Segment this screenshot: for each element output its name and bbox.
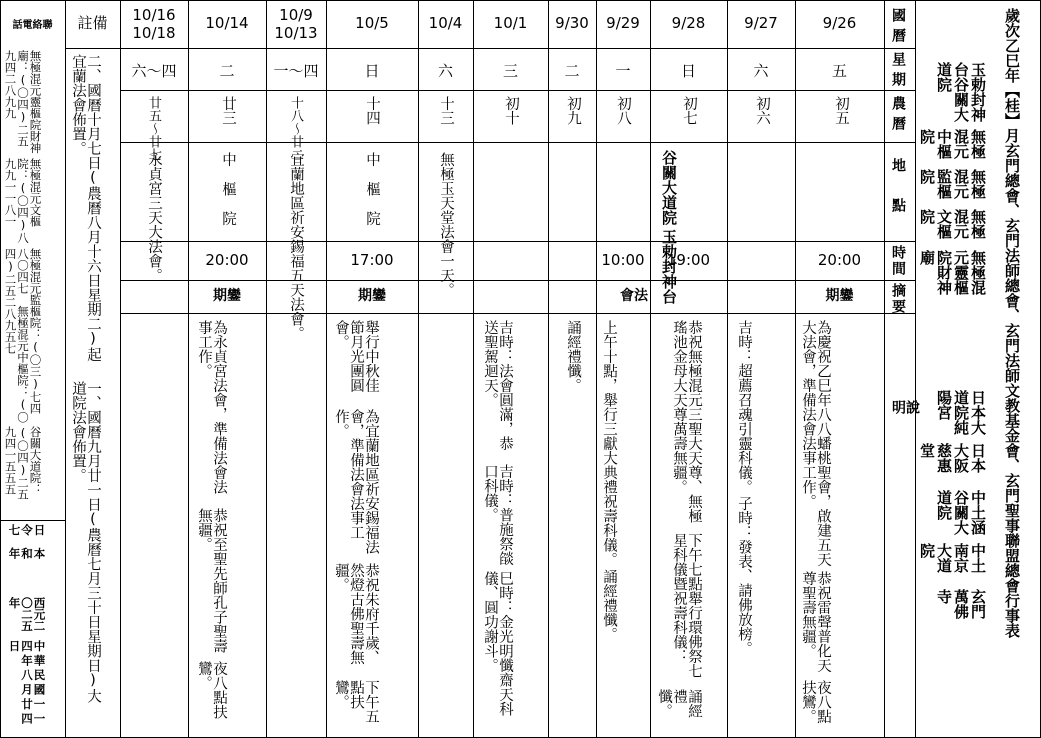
date-cell: 10/4 [428, 14, 463, 32]
place-cell: 宜蘭地區祈安錫福五天法會。 [288, 152, 304, 341]
date-cell: 9/27 [744, 14, 778, 32]
lunar-cell: 十八～廿二 [288, 96, 303, 161]
desc-cell: 誦經禮懺。 [565, 320, 581, 393]
desc-line: 舉行中秋佳節月光團圓會。 [333, 320, 379, 393]
desc-line: 恭祝無極混元三聖大天尊、無極瑤池金母大天尊萬壽無疆。 [671, 320, 702, 523]
issued-date [8, 524, 46, 732]
desc-line: 下午五點扶鸞。 [333, 680, 379, 724]
note-line: 二、國曆十月七日(農曆八月十六日星期二)起宜蘭法會佈置。 [70, 54, 101, 362]
temple-item: 無極混元中樞院 [918, 128, 987, 159]
desc-cell [482, 320, 512, 730]
weekday-cell: 二 [564, 62, 580, 80]
header-time: 時間 [890, 245, 906, 277]
contact-line: 無極混元文樞院：(〇四)八九九一一八一 [3, 157, 43, 244]
lunar-cell: 初七 [681, 96, 697, 125]
temple-list-right [918, 62, 986, 302]
lunar-cell: 初八 [615, 96, 631, 125]
weekday-cell: 六～四 [131, 62, 177, 80]
contacts-body [4, 50, 42, 510]
time-cell: 10:00 [601, 251, 645, 269]
desc-line: 吉時：超薦召魂引靈科儀。 [736, 320, 752, 494]
desc-cell [736, 320, 751, 730]
time-cell: 20:00 [205, 251, 249, 269]
summary-cell: 期鑾 [825, 288, 854, 304]
issued-line: 中華民國一一四年八月廿四日 [7, 640, 47, 728]
header-summary: 摘要 [890, 283, 906, 315]
desc-line: 誦經禮懺。 [601, 568, 617, 641]
contact-line: 谷關大道院：(〇四)二五九四一五五五 [3, 425, 43, 500]
weekday-cell: 一～四 [273, 62, 319, 80]
temple-item: 中土涵谷關大道院 [935, 489, 987, 535]
weekday-cell: 日 [680, 62, 696, 80]
desc-line: 夜八點扶鸞。 [196, 661, 227, 720]
place-line: 谷關大道院 [660, 150, 678, 225]
date-cell: 9/29 [606, 14, 640, 32]
weekday-cell: 六 [437, 62, 453, 80]
weekday-cell: 一 [615, 62, 631, 80]
date-cell: 10/16 10/18 [132, 6, 176, 42]
weekday-cell: 三 [502, 62, 518, 80]
desc-line: 誦經禮懺。 [656, 689, 702, 719]
desc-cell [656, 320, 701, 730]
temple-item: 無極混元文樞院 [918, 209, 987, 240]
desc-cell [601, 320, 616, 730]
date-cell: 10/5 [355, 14, 389, 32]
place-cell: 中樞院 [364, 152, 380, 241]
desc-line: 恭祝朱府千歲、然燈古佛聖壽無疆。 [333, 562, 379, 665]
header-desc: 說明 [890, 400, 920, 614]
place-cell [660, 150, 677, 304]
time-cell: 17:00 [350, 251, 394, 269]
desc-cell [800, 320, 830, 730]
summary-cell: 會法 [620, 288, 648, 304]
header-place: 地點 [890, 158, 906, 238]
desc-cell [196, 320, 226, 730]
lunar-cell: 十四 [364, 96, 380, 125]
header-weekday: 星期 [890, 52, 906, 92]
date-cell: 10/14 [205, 14, 249, 32]
place-cell: 永貞宮三天大法會。 [146, 152, 162, 283]
weekday-cell: 二 [219, 62, 235, 80]
temple-item: 日本大道院純陽宮 [935, 390, 987, 435]
lunar-cell: 廿五～廿七 [146, 96, 161, 161]
notes-body [70, 54, 100, 714]
desc-line: 上午十點，舉行三獻大典禮祝壽科儀。 [601, 320, 617, 567]
desc-line: 為慶祝乙巳年八八蟠桃聖會，啟建五天大法會，準備法會法事工作。 [800, 320, 831, 567]
issued-line: 日本令和七年 [7, 524, 47, 571]
time-cell: 20:00 [817, 251, 862, 269]
date-cell: 9/26 [822, 14, 857, 32]
temple-list-japan [918, 390, 986, 620]
contact-line: 無極混元靈樞院財神廟：(〇四)二五九四二八九九 [3, 50, 43, 154]
header-lunar: 農曆 [890, 96, 906, 136]
place-cell: 無極玉天堂法會一天。 [438, 152, 454, 297]
place-cell: 中樞院 [220, 152, 236, 241]
date-cell: 9/30 [555, 14, 589, 32]
weekday-cell: 五 [831, 62, 847, 80]
date-cell: 9/28 [671, 14, 706, 32]
lunar-cell: 廿三 [220, 96, 236, 125]
weekday-cell: 六 [753, 62, 769, 80]
time-cell: 19:00 [666, 251, 711, 269]
date-cell: 10/1 [493, 14, 528, 32]
summary-cell: 期鑾 [213, 288, 241, 304]
header-date: 國曆 [890, 8, 906, 48]
place-line: 玉勅封神台 [660, 229, 678, 304]
temple-item: 無極混元監樞院 [918, 168, 987, 199]
document-title: 歲次乙巳年【桂】月玄門總會、玄門法師總會、玄門法師文教基金會、玄門聖事聯盟總會行事表 [1003, 8, 1021, 638]
lunar-cell: 初五 [833, 96, 849, 125]
issued-line: 西元二〇二五年 [7, 596, 47, 632]
desc-line: 恭祝雷聲普化天尊聖壽無疆。 [800, 570, 831, 673]
lunar-cell: 初十 [503, 96, 519, 125]
date-cell: 10/9 10/13 [274, 6, 318, 42]
desc-cell [333, 320, 378, 730]
desc-line: 為宜蘭地區祈安錫福法會，準備法會法事工作。 [333, 409, 379, 555]
desc-line: 子時：發表、請佛放榜。 [736, 496, 752, 656]
temple-item: 日本大阪慈惠堂 [918, 442, 987, 473]
contacts-header: 話電絡聯 [12, 20, 53, 31]
temple-item: 中土南京大道院 [918, 542, 987, 573]
desc-line: 巳時：金光明懺齋天科儀、圓功謝斗。 [482, 571, 513, 717]
notes-header: 註備 [77, 14, 108, 32]
desc-line: 吉時：法會圓滿，恭送聖駕迴天。 [482, 320, 513, 451]
desc-line: 恭祝至聖先師孔子聖壽無疆。 [196, 507, 227, 653]
desc-line: 吉時：普施祭燄口科儀。 [482, 464, 513, 566]
summary-cell: 期鑾 [358, 288, 386, 304]
desc-line: 夜八點扶鸞。 [800, 680, 831, 724]
contact-line: 無極混元監樞院：(〇三)七四八〇四七 無極混元中樞院：(〇四)二五二八九五七 [3, 247, 43, 423]
temple-item: 無極混元靈樞院財神廟 [918, 249, 987, 295]
note-line: 一、國曆九月廿一日(農曆七月三十日星期日)大道院法會佈置。 [70, 381, 101, 704]
lunar-cell: 初六 [754, 96, 770, 125]
weekday-cell: 日 [364, 62, 380, 80]
lunar-cell: 十三 [438, 96, 454, 125]
lunar-cell: 初九 [565, 96, 581, 125]
temple-item: 玄門萬佛寺 [935, 589, 987, 620]
temple-item: 玉勅封神台谷關大道院 [935, 62, 987, 122]
desc-line: 為永貞宮法會，準備法會法事工作。 [196, 320, 227, 494]
desc-line: 下午七點舉行環佛祭七星科儀暨祝壽科儀： [671, 533, 702, 679]
